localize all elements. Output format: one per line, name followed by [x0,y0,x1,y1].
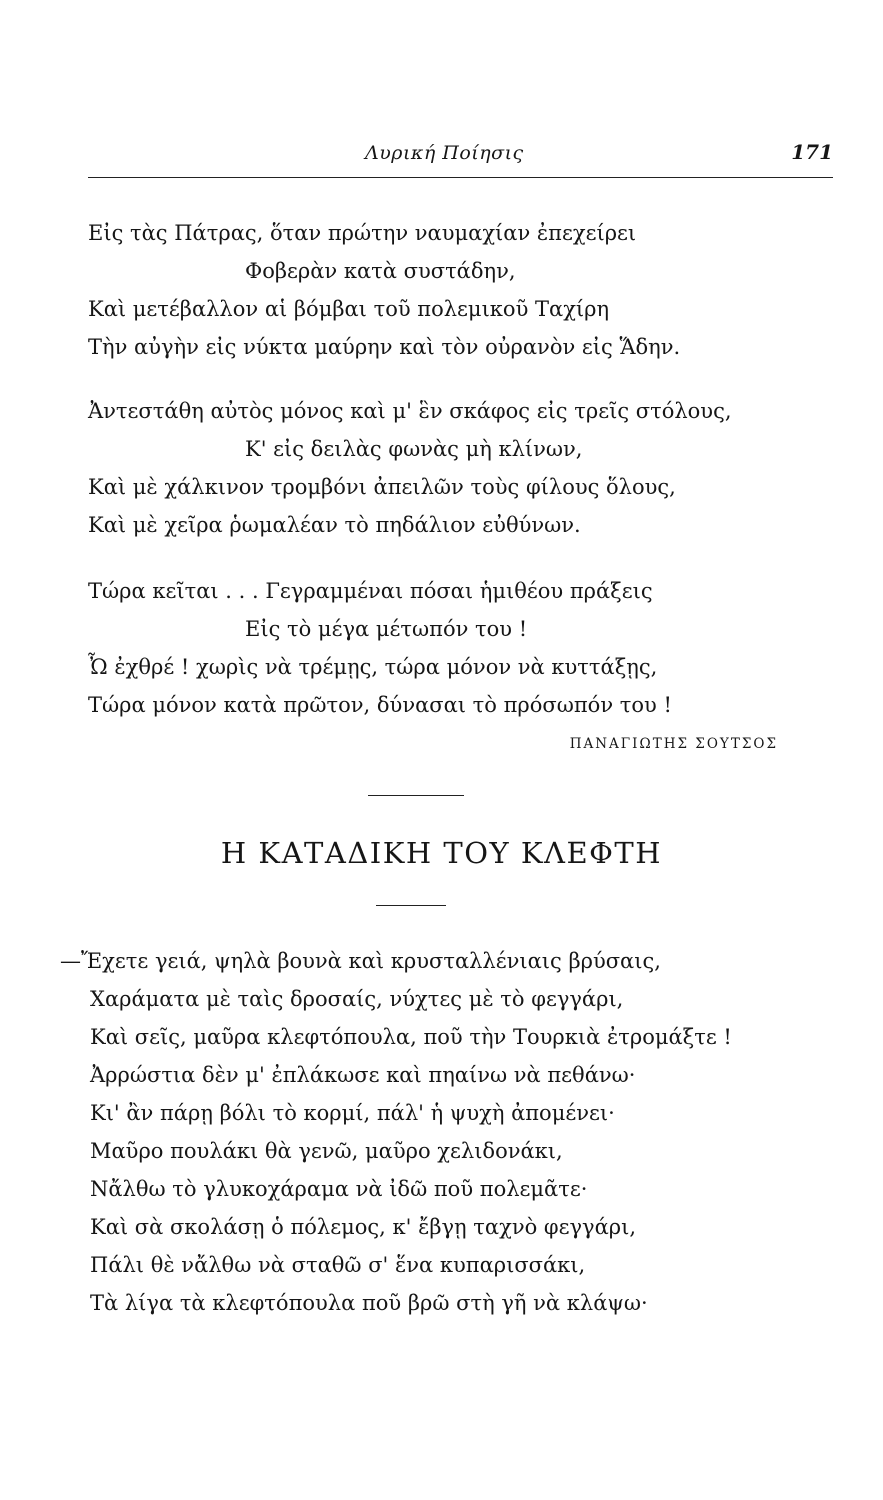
verse-line: Κι' ἂν πάρῃ βόλι τὸ κορμί, πάλ' ἡ ψυχὴ ἀπομένει· [90,1101,615,1125]
stanza-1 [88,214,680,366]
verse-line: Ἀρρώστια δὲν μ' ἐπλάκωσε καὶ πηαίνω νὰ πεθάνω· [90,1063,636,1087]
section-separator [368,795,464,796]
verse-line: Χαράματα μὲ ταὶς δροσαίς, νύχτες μὲ τὸ φεγγάρι, [90,987,624,1011]
verse-line: Καὶ σὰ σκολάσῃ ὁ πόλεμος, κ' ἔβγῃ ταχνὸ φεγγάρι, [90,1215,637,1239]
verse-line: Κ' εἰς δειλὰς φωνὰς μὴ κλίνων, [245,437,583,461]
stanza-2 [88,392,732,544]
author-signature: ΠΑΝΑΓΙΩΤΗΣ ΣΟΥΤΣΟΣ [569,736,778,752]
verse-line: Καὶ σεῖς, μαῦρα κλεφτόπουλα, ποῦ τὴν Τουρκιὰ ἐτρομάξτε ! [90,1025,732,1049]
verse-line: Καὶ μετέβαλλον αἱ βόμβαι τοῦ πολεμικοῦ Ταχίρη [88,297,610,321]
verse-line: Μαῦρο πουλάκι θὰ γενῶ, μαῦρο χελιδονάκι, [90,1139,563,1163]
verse-line: Εἰς τὸ μέγα μέτωπόν του ! [245,617,528,641]
verse-line: Τὴν αὐγὴν εἰς νύκτα μαύρην καὶ τὸν οὐρανὸν εἰς Ἅδην. [88,335,681,359]
poem-title: Η ΚΑΤΑΔΙΚΗ ΤΟΥ ΚΛΕΦΤΗ [220,836,663,870]
page-number: 171 [791,140,833,164]
verse-line: Καὶ μὲ χάλκινον τρομβόνι ἀπειλῶν τοὺς φίλους ὅλους, [88,475,676,499]
verse-line: Νἄλθω τὸ γλυκοχάραμα νὰ ἰδῶ ποῦ πολεμᾶτε· [90,1177,588,1201]
verse-line: Πάλι θὲ νἄλθω νὰ σταθῶ σ' ἕνα κυπαρισσάκι, [90,1253,586,1277]
verse-line: Φοβερὰν κατὰ συστάδην, [245,259,516,283]
title-separator [376,905,446,906]
verse-line: Καὶ μὲ χεῖρα ῥωμαλέαν τὸ πηδάλιον εὐθύνων. [88,513,581,537]
verse-line: Τὰ λίγα τὰ κλεφτόπουλα ποῦ βρῶ στὴ γῆ νὰ κλάψω· [90,1291,648,1315]
verse-line: —Ἔχετε γειά, ψηλὰ βουνὰ καὶ κρυσταλλένιαις βρύσαις, [60,949,661,973]
stanza-3 [88,572,672,724]
running-head: Λυρική Ποίησις [365,142,524,164]
poem-2-body [60,942,732,1322]
verse-line: Εἰς τὰς Πάτρας, ὅταν πρώτην ναυμαχίαν ἐπεχείρει [88,221,637,245]
verse-line: Τώρα κεῖται . . . Γεγραμμέναι πόσαι ἡμιθέου πράξεις [88,579,653,603]
verse-line: Ὦ ἐχθρέ ! χωρὶς νὰ τρέμῃς, τώρα μόνον νὰ κυττάξῃς, [88,655,658,679]
verse-line: Τώρα μόνον κατὰ πρῶτον, δύνασαι τὸ πρόσωπόν του ! [88,693,672,717]
header-rule [88,177,833,178]
verse-line: Ἀντεστάθη αὐτὸς μόνος καὶ μ' ἓν σκάφος εἰς τρεῖς στόλους, [88,399,732,423]
